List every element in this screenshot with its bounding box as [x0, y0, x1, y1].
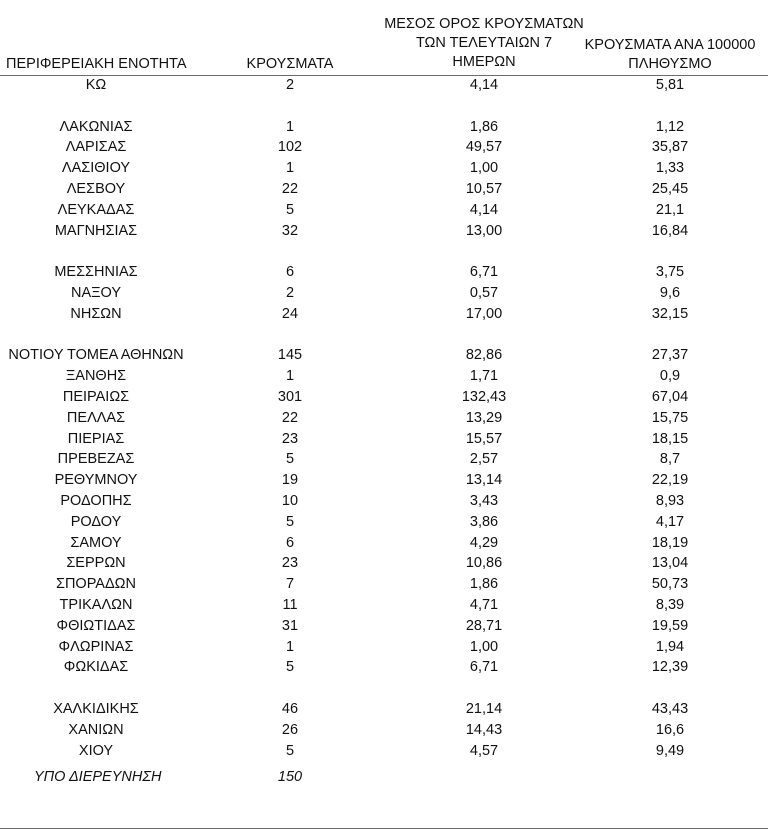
cases-cell: 1 [285, 118, 295, 135]
region-cell: ΣΑΜΟΥ [70, 534, 122, 551]
region-cell: ΜΕΣΣΗΝΙΑΣ [54, 264, 138, 281]
per-100k-cell: 67,04 [651, 388, 689, 405]
region-cell: ΠΕΛΛΑΣ [66, 409, 126, 426]
avg-7day-cell: 14,43 [465, 721, 503, 738]
cases-cell: 10 [281, 492, 299, 509]
region-cell: ΠΡΕΒΕΖΑΣ [57, 451, 135, 468]
per-100k-cell: 9,49 [655, 742, 685, 759]
region-cell: ΦΘΙΩΤΙΔΑΣ [56, 617, 136, 634]
region-cell: ΦΩΚΙΔΑΣ [63, 659, 129, 676]
avg-7day-cell: 4,57 [469, 742, 499, 759]
table-row [0, 158, 768, 179]
bottom-divider [0, 828, 768, 829]
per-100k-cell: 18,15 [651, 430, 689, 447]
region-cell: ΚΩ [85, 77, 107, 93]
cases-cell: 1 [285, 638, 295, 655]
per-100k-cell: 1,94 [655, 638, 685, 655]
table-row [0, 137, 768, 158]
table-header-avg [382, 15, 586, 72]
cases-cell: 5 [285, 513, 295, 530]
group-spacer [0, 678, 768, 699]
table-row [0, 179, 768, 200]
avg-7day-cell: 1,00 [469, 638, 499, 655]
region-cell: ΛΑΡΙΣΑΣ [65, 139, 127, 156]
table-header-region [0, 55, 198, 74]
per-100k-cell: 25,45 [651, 180, 689, 197]
avg-7day-cell: 1,00 [469, 160, 499, 177]
per-100k-cell: 16,6 [655, 721, 685, 738]
table-row [0, 117, 768, 138]
cases-cell: 2 [285, 77, 295, 93]
header-per-line2: ΠΛΗΘΥΣΜΟ [628, 56, 712, 72]
cases-cell: 11 [282, 596, 298, 613]
cases-cell: 23 [281, 555, 299, 572]
per-100k-cell: 5,81 [655, 77, 685, 93]
cases-cell: 6 [285, 264, 295, 281]
avg-7day-cell: 4,14 [469, 77, 499, 93]
avg-7day-cell: 6,71 [469, 264, 499, 281]
footer-label: ΥΠΟ ΔΙΕΡΕΥΝΗΣΗ [34, 769, 162, 785]
table-row [0, 699, 768, 720]
region-cell: ΝΗΣΩΝ [70, 305, 122, 322]
cases-cell: 145 [277, 347, 303, 364]
table-row [0, 741, 768, 762]
avg-7day-cell: 49,57 [465, 139, 503, 156]
per-100k-cell: 50,73 [651, 576, 689, 593]
avg-7day-cell: 4,14 [469, 201, 499, 218]
avg-7day-cell: 28,71 [465, 617, 503, 634]
region-cell: ΤΡΙΚΑΛΩΝ [59, 596, 133, 613]
table-row [0, 221, 768, 242]
table-row [0, 491, 768, 512]
avg-7day-cell: 1,86 [469, 576, 499, 593]
avg-7day-cell: 82,86 [465, 347, 503, 364]
cases-cell: 5 [285, 451, 295, 468]
per-100k-cell: 16,84 [651, 222, 689, 239]
per-100k-cell: 15,75 [651, 409, 689, 426]
header-per-line1: ΚΡΟΥΣΜΑΤΑ ΑΝΑ 100000 [584, 37, 756, 53]
table-row [0, 366, 768, 387]
table-row [0, 574, 768, 595]
table-row [0, 533, 768, 554]
region-cell: ΡΟΔΟΥ [70, 513, 122, 530]
per-100k-cell: 1,33 [655, 160, 685, 177]
avg-7day-cell: 0,57 [469, 284, 499, 301]
table-row [0, 283, 768, 304]
avg-7day-cell: 4,71 [469, 596, 499, 613]
region-cell: ΜΑΓΝΗΣΙΑΣ [54, 222, 138, 239]
table-body [0, 75, 768, 761]
region-cell: ΣΕΡΡΩΝ [66, 555, 126, 572]
cases-cell: 5 [285, 742, 295, 759]
per-100k-cell: 32,15 [651, 305, 689, 322]
table-row [0, 720, 768, 741]
per-100k-cell: 13,04 [651, 555, 689, 572]
group-spacer [0, 325, 768, 346]
header-avg-line2: ΤΩΝ ΤΕΛΕΥΤΑΙΩΝ 7 [415, 35, 553, 51]
cases-cell: 5 [285, 201, 295, 218]
avg-7day-cell: 1,71 [469, 368, 499, 385]
avg-7day-cell: 6,71 [469, 659, 499, 676]
avg-7day-cell: 4,29 [469, 534, 499, 551]
per-100k-cell: 8,93 [655, 492, 685, 509]
cases-cell: 102 [277, 139, 303, 156]
avg-7day-cell: 21,14 [465, 700, 503, 717]
region-cell: ΛΕΥΚΑΔΑΣ [57, 201, 135, 218]
region-cell: ΠΙΕΡΙΑΣ [67, 430, 125, 447]
per-100k-cell: 8,7 [659, 451, 681, 468]
cases-cell: 46 [281, 700, 299, 717]
region-cell: ΦΛΩΡΙΝΑΣ [58, 638, 134, 655]
region-cell: ΠΕΙΡΑΙΩΣ [62, 388, 130, 405]
per-100k-cell: 0,9 [659, 368, 681, 385]
avg-7day-cell: 132,43 [461, 388, 507, 405]
per-100k-cell: 27,37 [651, 347, 689, 364]
avg-7day-cell: 1,86 [469, 118, 499, 135]
group-spacer [0, 96, 768, 117]
avg-7day-cell: 13,29 [465, 409, 503, 426]
per-100k-cell: 18,19 [651, 534, 689, 551]
cases-cell: 2 [285, 284, 295, 301]
region-cell: ΣΠΟΡΑΔΩΝ [56, 576, 136, 593]
avg-7day-cell: 3,86 [469, 513, 499, 530]
cases-cell: 31 [281, 617, 299, 634]
per-100k-cell: 3,75 [655, 264, 685, 281]
cases-cell: 5 [285, 659, 295, 676]
per-100k-cell: 19,59 [651, 617, 689, 634]
region-cell: ΡΕΘΥΜΝΟΥ [54, 472, 138, 489]
cases-cell: 26 [281, 721, 299, 738]
per-100k-cell: 1,12 [655, 118, 685, 135]
header-cases-label: ΚΡΟΥΣΜΑΤΑ [246, 56, 334, 72]
header-avg-line3: ΗΜΕΡΩΝ [452, 54, 516, 70]
table-row [0, 595, 768, 616]
table-row [0, 262, 768, 283]
header-region-label: ΠΕΡΙΦΕΡΕΙΑΚΗ ΕΝΟΤΗΤΑ [6, 56, 187, 72]
header-avg-line1: ΜΕΣΟΣ ΟΡΟΣ ΚΡΟΥΣΜΑΤΩΝ [384, 16, 584, 32]
avg-7day-cell: 13,14 [465, 472, 503, 489]
table-row [0, 553, 768, 574]
per-100k-cell: 4,17 [655, 513, 685, 530]
table-row [0, 512, 768, 533]
table-row [0, 470, 768, 491]
per-100k-cell: 8,39 [655, 596, 685, 613]
group-spacer [0, 241, 768, 262]
avg-7day-cell: 17,00 [465, 305, 503, 322]
per-100k-cell: 22,19 [651, 472, 689, 489]
cases-cell: 19 [281, 472, 299, 489]
per-100k-cell: 43,43 [651, 700, 689, 717]
cases-cell: 7 [285, 576, 295, 593]
cases-cell: 22 [281, 409, 299, 426]
table-row [0, 408, 768, 429]
region-cell: ΝΟΤΙΟΥ ΤΟΜΕΑ ΑΘΗΝΩΝ [8, 347, 184, 364]
table-row [0, 429, 768, 450]
cases-cell: 1 [285, 368, 295, 385]
region-cell: ΛΑΣΙΘΙΟΥ [61, 160, 131, 177]
table-row [0, 200, 768, 221]
table-row [0, 345, 768, 366]
table-row [0, 304, 768, 325]
footer-row [0, 767, 768, 787]
table-row [0, 637, 768, 658]
avg-7day-cell: 10,57 [465, 180, 503, 197]
table-row [0, 387, 768, 408]
footer-cases: 150 [277, 769, 303, 785]
table-row [0, 616, 768, 637]
cases-cell: 23 [281, 430, 299, 447]
region-cell: ΡΟΔΟΠΗΣ [60, 492, 132, 509]
region-cell: ΧΑΛΚΙΔΙΚΗΣ [53, 700, 139, 717]
region-cell: ΝΑΞΟΥ [70, 284, 122, 301]
avg-7day-cell: 2,57 [469, 451, 499, 468]
region-cell: ΞΑΝΘΗΣ [65, 368, 127, 385]
region-cell: ΛΕΣΒΟΥ [66, 180, 126, 197]
table-row [0, 449, 768, 470]
table-header-per-capita [570, 36, 768, 74]
cases-cell: 22 [281, 180, 299, 197]
region-cell: ΛΑΚΩΝΙΑΣ [59, 118, 133, 135]
cases-cell: 6 [285, 534, 295, 551]
table-header-cases [238, 55, 342, 74]
region-cell: ΧΙΟΥ [78, 742, 114, 759]
avg-7day-cell: 3,43 [469, 492, 499, 509]
avg-7day-cell: 10,86 [465, 555, 503, 572]
cases-cell: 1 [285, 160, 295, 177]
table-row [0, 75, 768, 96]
per-100k-cell: 9,6 [659, 284, 681, 301]
avg-7day-cell: 15,57 [465, 430, 503, 447]
per-100k-cell: 21,1 [655, 201, 685, 218]
table-row [0, 657, 768, 678]
cases-cell: 24 [281, 305, 299, 322]
cases-cell: 32 [281, 222, 299, 239]
region-cell: ΧΑΝΙΩΝ [68, 721, 124, 738]
cases-cell: 301 [277, 388, 303, 405]
avg-7day-cell: 13,00 [465, 222, 503, 239]
per-100k-cell: 12,39 [651, 659, 689, 676]
per-100k-cell: 35,87 [651, 139, 689, 156]
